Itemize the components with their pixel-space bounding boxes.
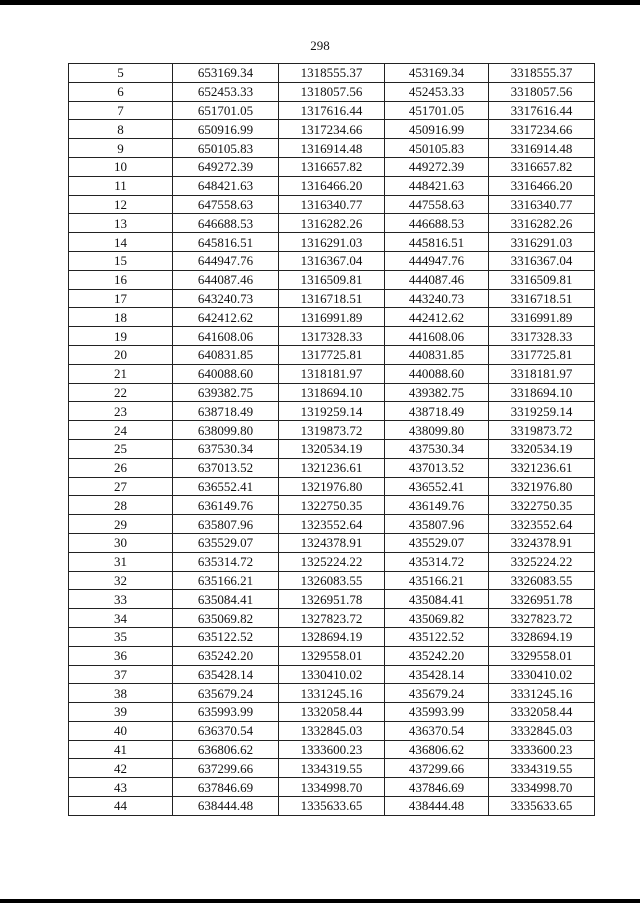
table-row	[69, 533, 595, 552]
table-row	[69, 120, 595, 139]
table-row	[69, 364, 595, 383]
table-row	[69, 552, 595, 571]
point-number-cell: 18	[69, 308, 173, 327]
x-coordinate-cell: 642412.62	[173, 308, 279, 327]
point-number-cell: 31	[69, 552, 173, 571]
x2-coordinate-cell: 444947.76	[385, 251, 489, 270]
table-row	[69, 139, 595, 158]
table-row	[69, 101, 595, 120]
table-row	[69, 759, 595, 778]
x2-coordinate-cell: 440831.85	[385, 345, 489, 364]
x-coordinate-cell: 635242.20	[173, 646, 279, 665]
y-coordinate-cell: 1334998.70	[279, 778, 385, 797]
x2-coordinate-cell: 437013.52	[385, 458, 489, 477]
x2-coordinate-cell: 449272.39	[385, 157, 489, 176]
x2-coordinate-cell: 436806.62	[385, 740, 489, 759]
point-number-cell: 20	[69, 345, 173, 364]
x-coordinate-cell: 645816.51	[173, 233, 279, 252]
point-number-cell: 43	[69, 778, 173, 797]
y2-coordinate-cell: 3317328.33	[489, 327, 595, 346]
y2-coordinate-cell: 3329558.01	[489, 646, 595, 665]
x-coordinate-cell: 635428.14	[173, 665, 279, 684]
point-number-cell: 16	[69, 270, 173, 289]
x-coordinate-cell: 635084.41	[173, 590, 279, 609]
point-number-cell: 38	[69, 684, 173, 703]
table-row	[69, 590, 595, 609]
x-coordinate-cell: 644947.76	[173, 251, 279, 270]
y-coordinate-cell: 1316991.89	[279, 308, 385, 327]
y-coordinate-cell: 1334319.55	[279, 759, 385, 778]
point-number-cell: 28	[69, 496, 173, 515]
y-coordinate-cell: 1316367.04	[279, 251, 385, 270]
table-row	[69, 157, 595, 176]
point-number-cell: 14	[69, 233, 173, 252]
point-number-cell: 32	[69, 571, 173, 590]
y2-coordinate-cell: 3324378.91	[489, 533, 595, 552]
x2-coordinate-cell: 442412.62	[385, 308, 489, 327]
y-coordinate-cell: 1322750.35	[279, 496, 385, 515]
table-row	[69, 214, 595, 233]
x2-coordinate-cell: 443240.73	[385, 289, 489, 308]
x2-coordinate-cell: 438718.49	[385, 402, 489, 421]
x2-coordinate-cell: 435122.52	[385, 627, 489, 646]
x-coordinate-cell: 650916.99	[173, 120, 279, 139]
point-number-cell: 23	[69, 402, 173, 421]
y-coordinate-cell: 1317725.81	[279, 345, 385, 364]
table-row	[69, 721, 595, 740]
y-coordinate-cell: 1316291.03	[279, 233, 385, 252]
table-row	[69, 703, 595, 722]
x-coordinate-cell: 651701.05	[173, 101, 279, 120]
x2-coordinate-cell: 444087.46	[385, 270, 489, 289]
point-number-cell: 39	[69, 703, 173, 722]
point-number-cell: 19	[69, 327, 173, 346]
x-coordinate-cell: 640088.60	[173, 364, 279, 383]
point-number-cell: 30	[69, 533, 173, 552]
y2-coordinate-cell: 3317725.81	[489, 345, 595, 364]
table-row	[69, 327, 595, 346]
y2-coordinate-cell: 3321236.61	[489, 458, 595, 477]
point-number-cell: 27	[69, 477, 173, 496]
y2-coordinate-cell: 3316509.81	[489, 270, 595, 289]
y2-coordinate-cell: 3316914.48	[489, 139, 595, 158]
y2-coordinate-cell: 3316718.51	[489, 289, 595, 308]
x2-coordinate-cell: 436370.54	[385, 721, 489, 740]
x2-coordinate-cell: 440088.60	[385, 364, 489, 383]
point-number-cell: 29	[69, 515, 173, 534]
point-number-cell: 26	[69, 458, 173, 477]
y2-coordinate-cell: 3334998.70	[489, 778, 595, 797]
point-number-cell: 35	[69, 627, 173, 646]
x-coordinate-cell: 637299.66	[173, 759, 279, 778]
x2-coordinate-cell: 435679.24	[385, 684, 489, 703]
point-number-cell: 11	[69, 176, 173, 195]
point-number-cell: 33	[69, 590, 173, 609]
x-coordinate-cell: 649272.39	[173, 157, 279, 176]
y-coordinate-cell: 1317234.66	[279, 120, 385, 139]
y2-coordinate-cell: 3326951.78	[489, 590, 595, 609]
point-number-cell: 15	[69, 251, 173, 270]
x2-coordinate-cell: 435069.82	[385, 609, 489, 628]
x2-coordinate-cell: 435166.21	[385, 571, 489, 590]
x2-coordinate-cell: 453169.34	[385, 64, 489, 83]
y-coordinate-cell: 1329558.01	[279, 646, 385, 665]
x2-coordinate-cell: 435084.41	[385, 590, 489, 609]
point-number-cell: 8	[69, 120, 173, 139]
y2-coordinate-cell: 3318555.37	[489, 64, 595, 83]
y2-coordinate-cell: 3318694.10	[489, 383, 595, 402]
y-coordinate-cell: 1327823.72	[279, 609, 385, 628]
x-coordinate-cell: 638718.49	[173, 402, 279, 421]
table-row	[69, 439, 595, 458]
y-coordinate-cell: 1318181.97	[279, 364, 385, 383]
y-coordinate-cell: 1319873.72	[279, 421, 385, 440]
x-coordinate-cell: 635529.07	[173, 533, 279, 552]
x2-coordinate-cell: 438099.80	[385, 421, 489, 440]
y2-coordinate-cell: 3334319.55	[489, 759, 595, 778]
table-row	[69, 684, 595, 703]
point-number-cell: 24	[69, 421, 173, 440]
y2-coordinate-cell: 3328694.19	[489, 627, 595, 646]
x2-coordinate-cell: 452453.33	[385, 82, 489, 101]
x-coordinate-cell: 635807.96	[173, 515, 279, 534]
x-coordinate-cell: 637846.69	[173, 778, 279, 797]
table-row	[69, 740, 595, 759]
x2-coordinate-cell: 451701.05	[385, 101, 489, 120]
table-row	[69, 627, 595, 646]
y2-coordinate-cell: 3319873.72	[489, 421, 595, 440]
x2-coordinate-cell: 437299.66	[385, 759, 489, 778]
y-coordinate-cell: 1316466.20	[279, 176, 385, 195]
x-coordinate-cell: 637530.34	[173, 439, 279, 458]
y-coordinate-cell: 1324378.91	[279, 533, 385, 552]
table-row	[69, 82, 595, 101]
x-coordinate-cell: 638444.48	[173, 797, 279, 816]
x2-coordinate-cell: 435529.07	[385, 533, 489, 552]
x2-coordinate-cell: 445816.51	[385, 233, 489, 252]
x-coordinate-cell: 638099.80	[173, 421, 279, 440]
x-coordinate-cell: 652453.33	[173, 82, 279, 101]
y2-coordinate-cell: 3322750.35	[489, 496, 595, 515]
table-row	[69, 383, 595, 402]
point-number-cell: 6	[69, 82, 173, 101]
scan-bottom-border	[0, 899, 640, 903]
x-coordinate-cell: 635122.52	[173, 627, 279, 646]
y2-coordinate-cell: 3320534.19	[489, 439, 595, 458]
y-coordinate-cell: 1316657.82	[279, 157, 385, 176]
y-coordinate-cell: 1330410.02	[279, 665, 385, 684]
y-coordinate-cell: 1317616.44	[279, 101, 385, 120]
y-coordinate-cell: 1326951.78	[279, 590, 385, 609]
y-coordinate-cell: 1321976.80	[279, 477, 385, 496]
y2-coordinate-cell: 3316367.04	[489, 251, 595, 270]
table-row	[69, 64, 595, 83]
y-coordinate-cell: 1332845.03	[279, 721, 385, 740]
x-coordinate-cell: 635679.24	[173, 684, 279, 703]
y2-coordinate-cell: 3335633.65	[489, 797, 595, 816]
y-coordinate-cell: 1335633.65	[279, 797, 385, 816]
x2-coordinate-cell: 437530.34	[385, 439, 489, 458]
y2-coordinate-cell: 3332058.44	[489, 703, 595, 722]
table-row	[69, 195, 595, 214]
point-number-cell: 25	[69, 439, 173, 458]
x2-coordinate-cell: 435242.20	[385, 646, 489, 665]
y2-coordinate-cell: 3321976.80	[489, 477, 595, 496]
y-coordinate-cell: 1318694.10	[279, 383, 385, 402]
table-row	[69, 646, 595, 665]
point-number-cell: 13	[69, 214, 173, 233]
x-coordinate-cell: 644087.46	[173, 270, 279, 289]
table-row	[69, 496, 595, 515]
x-coordinate-cell: 641608.06	[173, 327, 279, 346]
x2-coordinate-cell: 436552.41	[385, 477, 489, 496]
y2-coordinate-cell: 3316340.77	[489, 195, 595, 214]
table-row	[69, 515, 595, 534]
point-number-cell: 12	[69, 195, 173, 214]
y2-coordinate-cell: 3331245.16	[489, 684, 595, 703]
x2-coordinate-cell: 448421.63	[385, 176, 489, 195]
y2-coordinate-cell: 3317616.44	[489, 101, 595, 120]
page-number: 298	[310, 38, 330, 53]
y-coordinate-cell: 1316509.81	[279, 270, 385, 289]
table-row	[69, 797, 595, 816]
x2-coordinate-cell: 435807.96	[385, 515, 489, 534]
point-number-cell: 42	[69, 759, 173, 778]
y2-coordinate-cell: 3316282.26	[489, 214, 595, 233]
y-coordinate-cell: 1323552.64	[279, 515, 385, 534]
x-coordinate-cell: 635166.21	[173, 571, 279, 590]
point-number-cell: 5	[69, 64, 173, 83]
table-row	[69, 270, 595, 289]
table-row	[69, 477, 595, 496]
y2-coordinate-cell: 3316657.82	[489, 157, 595, 176]
y-coordinate-cell: 1317328.33	[279, 327, 385, 346]
point-number-cell: 34	[69, 609, 173, 628]
x2-coordinate-cell: 435428.14	[385, 665, 489, 684]
x-coordinate-cell: 650105.83	[173, 139, 279, 158]
y-coordinate-cell: 1316718.51	[279, 289, 385, 308]
x-coordinate-cell: 646688.53	[173, 214, 279, 233]
x2-coordinate-cell: 439382.75	[385, 383, 489, 402]
y2-coordinate-cell: 3330410.02	[489, 665, 595, 684]
table-row	[69, 778, 595, 797]
y-coordinate-cell: 1316914.48	[279, 139, 385, 158]
x-coordinate-cell: 643240.73	[173, 289, 279, 308]
y2-coordinate-cell: 3326083.55	[489, 571, 595, 590]
x-coordinate-cell: 636370.54	[173, 721, 279, 740]
y-coordinate-cell: 1331245.16	[279, 684, 385, 703]
point-number-cell: 7	[69, 101, 173, 120]
x-coordinate-cell: 648421.63	[173, 176, 279, 195]
y2-coordinate-cell: 3323552.64	[489, 515, 595, 534]
x-coordinate-cell: 639382.75	[173, 383, 279, 402]
y2-coordinate-cell: 3316291.03	[489, 233, 595, 252]
point-number-cell: 21	[69, 364, 173, 383]
y2-coordinate-cell: 3319259.14	[489, 402, 595, 421]
coordinate-table-body	[69, 64, 595, 816]
table-row	[69, 458, 595, 477]
y-coordinate-cell: 1316282.26	[279, 214, 385, 233]
x-coordinate-cell: 647558.63	[173, 195, 279, 214]
y-coordinate-cell: 1321236.61	[279, 458, 385, 477]
y2-coordinate-cell: 3318057.56	[489, 82, 595, 101]
point-number-cell: 9	[69, 139, 173, 158]
x2-coordinate-cell: 446688.53	[385, 214, 489, 233]
x2-coordinate-cell: 437846.69	[385, 778, 489, 797]
x-coordinate-cell: 635314.72	[173, 552, 279, 571]
table-row	[69, 251, 595, 270]
table-row	[69, 665, 595, 684]
y2-coordinate-cell: 3318181.97	[489, 364, 595, 383]
x2-coordinate-cell: 441608.06	[385, 327, 489, 346]
y-coordinate-cell: 1316340.77	[279, 195, 385, 214]
x-coordinate-cell: 636149.76	[173, 496, 279, 515]
y-coordinate-cell: 1332058.44	[279, 703, 385, 722]
table-row	[69, 345, 595, 364]
table-row	[69, 308, 595, 327]
x2-coordinate-cell: 450916.99	[385, 120, 489, 139]
x-coordinate-cell: 635069.82	[173, 609, 279, 628]
x2-coordinate-cell: 450105.83	[385, 139, 489, 158]
point-number-cell: 22	[69, 383, 173, 402]
x-coordinate-cell: 635993.99	[173, 703, 279, 722]
table-row	[69, 421, 595, 440]
point-number-cell: 37	[69, 665, 173, 684]
x-coordinate-cell: 636552.41	[173, 477, 279, 496]
y2-coordinate-cell: 3333600.23	[489, 740, 595, 759]
x2-coordinate-cell: 435993.99	[385, 703, 489, 722]
x-coordinate-cell: 653169.34	[173, 64, 279, 83]
y2-coordinate-cell: 3316991.89	[489, 308, 595, 327]
y-coordinate-cell: 1318555.37	[279, 64, 385, 83]
x2-coordinate-cell: 435314.72	[385, 552, 489, 571]
table-row	[69, 402, 595, 421]
y-coordinate-cell: 1325224.22	[279, 552, 385, 571]
x2-coordinate-cell: 436149.76	[385, 496, 489, 515]
x-coordinate-cell: 636806.62	[173, 740, 279, 759]
y2-coordinate-cell: 3325224.22	[489, 552, 595, 571]
y2-coordinate-cell: 3327823.72	[489, 609, 595, 628]
x2-coordinate-cell: 438444.48	[385, 797, 489, 816]
x2-coordinate-cell: 447558.63	[385, 195, 489, 214]
table-row	[69, 571, 595, 590]
point-number-cell: 41	[69, 740, 173, 759]
table-row	[69, 176, 595, 195]
y-coordinate-cell: 1320534.19	[279, 439, 385, 458]
y-coordinate-cell: 1326083.55	[279, 571, 385, 590]
point-number-cell: 17	[69, 289, 173, 308]
x-coordinate-cell: 640831.85	[173, 345, 279, 364]
point-number-cell: 10	[69, 157, 173, 176]
y-coordinate-cell: 1319259.14	[279, 402, 385, 421]
y2-coordinate-cell: 3332845.03	[489, 721, 595, 740]
point-number-cell: 36	[69, 646, 173, 665]
y2-coordinate-cell: 3317234.66	[489, 120, 595, 139]
x-coordinate-cell: 637013.52	[173, 458, 279, 477]
coordinate-table	[68, 63, 595, 816]
point-number-cell: 40	[69, 721, 173, 740]
y-coordinate-cell: 1328694.19	[279, 627, 385, 646]
scan-top-border	[0, 0, 640, 5]
point-number-cell: 44	[69, 797, 173, 816]
y-coordinate-cell: 1318057.56	[279, 82, 385, 101]
y2-coordinate-cell: 3316466.20	[489, 176, 595, 195]
table-row	[69, 609, 595, 628]
table-row	[69, 289, 595, 308]
table-row	[69, 233, 595, 252]
y-coordinate-cell: 1333600.23	[279, 740, 385, 759]
